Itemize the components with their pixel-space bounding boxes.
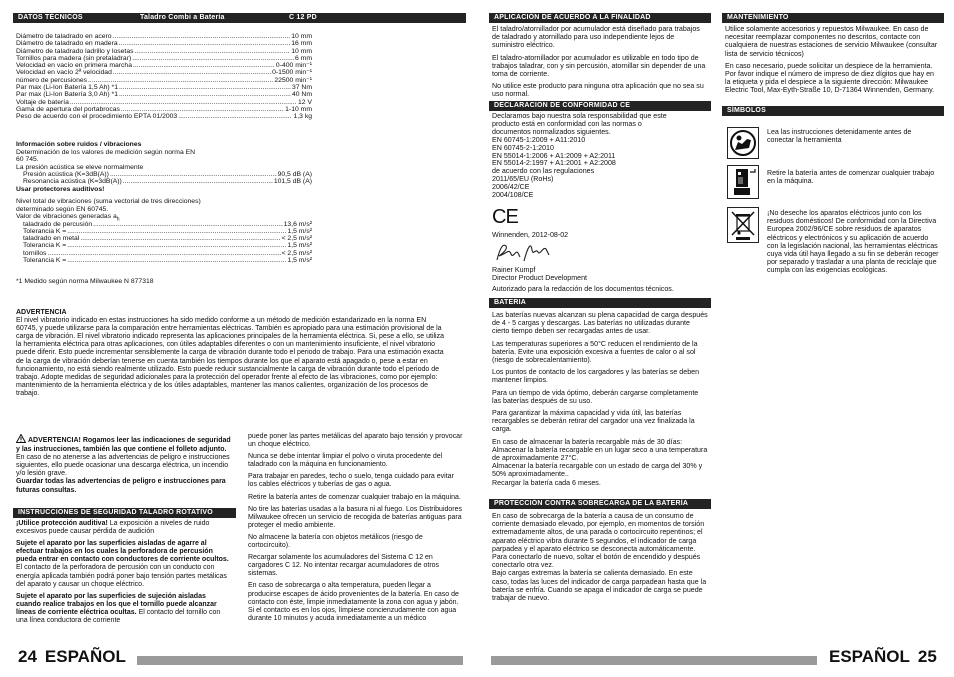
left-footer bbox=[18, 648, 126, 666]
warning-block bbox=[16, 434, 232, 495]
vibration-line3-sub: h bbox=[116, 216, 120, 223]
paragraph: Retire la batería antes de comenzar cualquier trabajo en la máquina. bbox=[248, 493, 461, 501]
safety-paragraph bbox=[16, 593, 232, 625]
conformity-line: documentos normalizados siguientes. bbox=[492, 127, 611, 136]
noise-title: Información sobre ruidos / vibraciones bbox=[16, 141, 142, 148]
safety-bold: ¡Utilice protección auditiva! bbox=[16, 520, 108, 527]
spec-label: Voltaje de batería bbox=[16, 98, 69, 106]
spec-label: Par max (Li-Ion Batería 1,5 Ah) *1 bbox=[16, 84, 119, 92]
signer-title: Director Product Development bbox=[492, 274, 588, 282]
paragraph: El taladro/atornillador por acumulador está diseñado para trabajos de taladrado y atornillado para uso independiente lejos de suministro eléctrico. bbox=[492, 25, 700, 50]
conformity-line: EN 55014-1:2006 + A1:2009 + A2:2011 bbox=[492, 151, 616, 160]
noise-line1: Determinación de los valores de medición según norma EN bbox=[16, 148, 196, 156]
paragraph: En caso necesario, puede solicitar un despiece de la herramienta. Por favor indique el número de impreso de diez dígitos que hay en la etiqueta y pida el despiece a la siguiente dirección: Milwaukee Electric Tool, Max-Eyth-Straße 10, D-71364 Winnenden, Germany. bbox=[725, 61, 935, 95]
paragraph: puede poner las partes metálicas del aparato bajo tensión y provocar un choque eléctrico. bbox=[248, 433, 463, 449]
header-model: C 12 PD bbox=[289, 14, 317, 21]
safety-column bbox=[16, 520, 232, 629]
header-product: Taladro Combi a Batería bbox=[140, 14, 225, 21]
paragraph: Las baterías nuevas alcanzan su plena capacidad de carga después de 4 - 5 cargas y descargas. Las baterías no utilizadas durante cierto tiempo deben ser recargadas antes de usar. bbox=[492, 311, 708, 336]
spec-row bbox=[16, 84, 312, 91]
safety-paragraph bbox=[16, 520, 232, 536]
advertencia-title: ADVERTENCIA bbox=[16, 309, 67, 316]
place-date: Winnenden, 2012-08-02 bbox=[492, 231, 569, 239]
spec-row bbox=[16, 106, 312, 113]
spec-label: número de percusiones bbox=[16, 76, 88, 84]
safety-text: El contacto de la perforadora de percusión con un conducto con energía aplicada también podrá poner bajo tensión partes metálicas del aparato y causar un choque eléctrico. bbox=[16, 564, 227, 588]
leader-dots bbox=[135, 48, 291, 55]
conformidad-header: DECLARACION DE CONFORMIDAD CE bbox=[489, 101, 711, 111]
spec-label: Resonancia acústica (K=3dB(A)) bbox=[23, 178, 122, 186]
spec-value: 101,5 dB (A) bbox=[273, 178, 312, 186]
spec-value: 37 Nm bbox=[291, 84, 312, 92]
crossed-bin-icon bbox=[727, 207, 759, 243]
bateria-header: BATERIA bbox=[489, 298, 711, 308]
spec-value: 0-400 min⁻¹ bbox=[275, 62, 312, 70]
leader-dots bbox=[67, 242, 286, 249]
spec-row bbox=[16, 235, 312, 242]
spec-label: Velocidad en vacío en primera marcha bbox=[16, 62, 132, 70]
leader-dots bbox=[93, 221, 283, 228]
paragraph: Utilice solamente accesorios y repuestos Milwaukee. En caso de necesitar reemplazar componentes no descritos, contacte con cualquiera de nuestras estaciones de servicio Milwaukee (consultar lista de servicio técnicos) bbox=[725, 25, 938, 58]
leader-dots bbox=[113, 69, 271, 76]
conformity-line: producto está en conformidad con las normas o bbox=[492, 119, 642, 128]
leader-dots bbox=[121, 106, 284, 113]
signature-image bbox=[494, 240, 552, 266]
page-number-right: 25 bbox=[917, 647, 937, 666]
spec-row bbox=[16, 171, 312, 178]
noise-line3: La presión acústica se eleve normalmente bbox=[16, 163, 144, 171]
spec-row bbox=[16, 69, 312, 76]
conformity-line: de acuerdo con las regulaciones bbox=[492, 167, 595, 176]
vibration-line1: Nivel total de vibraciones (suma vectorial de tres direcciones) bbox=[16, 198, 201, 205]
spec-value: < 2,5 m/s² bbox=[281, 249, 312, 257]
spec-label: Tolerancia K = bbox=[23, 227, 67, 235]
page-number-left: 24 bbox=[18, 647, 37, 666]
paragraph: Para garantizar la máxima capacidad y vida útil, las baterías recargables se deberán retirar del cargador una vez finalizada la carga. bbox=[492, 409, 695, 434]
authorized-text: Autorizado para la redacción de los documentos técnicos. bbox=[492, 285, 674, 293]
spec-row bbox=[16, 99, 312, 106]
leader-dots bbox=[88, 77, 273, 84]
spec-label: Peso de acuerdo con el procedimiento EPTA 01/2003 bbox=[16, 113, 178, 121]
leader-dots bbox=[113, 33, 291, 40]
paragraph: Nunca se debe intentar limpiar el polvo o viruta procedente del taladrado con la máquina en funcionamiento. bbox=[248, 453, 443, 469]
paragraph: En caso de almacenar la batería recargable más de 30 días: Almacenar la batería recargable en un lugar seco a una temperatura de aproximadamente 27°C. Almacenar la batería recargable con un estado de carga del 30% y 50% aproximadamente.. Recargar la batería cada 6 meses. bbox=[492, 437, 708, 487]
leader-dots bbox=[119, 84, 291, 91]
spec-label: Diámetro de taladrado en acero bbox=[16, 33, 112, 40]
spec-row bbox=[16, 91, 312, 98]
spec-value: 13,6 m/s² bbox=[283, 220, 312, 228]
spec-label: Velocidad en vacío 2ª velocidad bbox=[16, 69, 112, 77]
leader-dots bbox=[70, 99, 297, 106]
spec-value: 1-10 mm bbox=[285, 105, 312, 113]
noise-line2: 60 745. bbox=[16, 156, 39, 163]
simbolo-text-2: Retire la batería antes de comenzar cualquier trabajo en la máquina. bbox=[767, 169, 935, 186]
noise-rows bbox=[16, 171, 312, 186]
spec-row bbox=[16, 250, 312, 257]
paragraph: En caso de sobrecarga o alta temperatura, pueden llegar a producirse escapes de ácido provenientes de la batería. En caso de contacto con éste, limpie inmediatamente la zona con agua y jabón. Si el contacto es en los ojos, límpiese concienzudamente con agua durante 10 minutos y acuda inmediatamente a un médico bbox=[248, 582, 459, 622]
spec-label: Tornillos para madera (sin pretaladrar) bbox=[16, 54, 132, 62]
warning-bold: ADVERTENCIA! Rogamos leer las indicaciones de seguridad y las instrucciones, también las que contiene el folleto adjunto. bbox=[16, 437, 231, 454]
safety-paragraph bbox=[16, 540, 232, 589]
spec-label: taladrado en metal bbox=[23, 235, 80, 243]
aplicacion-text bbox=[492, 25, 708, 103]
spec-value: 10 mm bbox=[291, 47, 312, 55]
proteccion-text bbox=[492, 512, 708, 606]
read-manual-icon bbox=[727, 127, 759, 159]
spec-label: Tolerancia K = bbox=[23, 256, 67, 264]
spec-value: 1,5 m/s² bbox=[287, 227, 312, 235]
safety-bold: Sujete el aparato por las superficies de sujeción aisladas cuando realice trabajos en los que el tornillo puede alcanzar líneas de corriente eléctrica ocultas. bbox=[16, 592, 217, 616]
leader-dots bbox=[80, 235, 280, 242]
spec-value: 16 mm bbox=[291, 40, 312, 48]
spec-value: < 2,5 m/s² bbox=[281, 235, 312, 243]
right-footer bbox=[829, 648, 937, 666]
simbolo-text-1: Lea las instrucciones detenidamente antes de conectar la herramienta bbox=[767, 128, 912, 145]
signer-name: Rainer Kumpf bbox=[492, 266, 536, 274]
aplicacion-header: APLICACIÓN DE ACUERDO A LA FINALIDAD bbox=[489, 13, 711, 23]
simbolo-text-3: ¡No deseche los aparatos eléctricos junto con los residuos domésticos! De conformidad con la Directiva Europea 2002/96/CE sobre residuos de aparatos eléctricos y electrónicos y su aplicación de acuerdo con la legislación nacional, las herramientas eléctricas cuya vida útil haya llegado a su fin se deberán recoger por separado y trasladar a una planta de reciclaje que cumpla con las exigencias ecológicas. bbox=[767, 209, 939, 275]
spec-value: 40 Nm bbox=[291, 91, 312, 99]
spec-value: 90,5 dB (A) bbox=[277, 171, 312, 178]
mantenimiento-header: MANTENIMIENTO bbox=[722, 13, 944, 23]
leader-dots bbox=[133, 62, 275, 69]
conformity-line: EN 55014-2:1997 + A1:2001 + A2:2008 bbox=[492, 159, 616, 168]
vibration-section bbox=[16, 198, 312, 264]
spec-row bbox=[16, 48, 312, 55]
spec-label: taladrado de percusión bbox=[23, 220, 93, 228]
spec-row bbox=[16, 55, 312, 62]
conformity-line: EN 60745-1:2009 + A11:2010 bbox=[492, 135, 586, 144]
paragraph: No almacene la batería con objetos metálicos (riesgo de cortocircuito). bbox=[248, 533, 423, 550]
safety-bold: Sujete el aparato por las superficies aisladas de agarre al efectuar trabajos en los cuales la perforadora de percusión pueda entrar en contacto con conductores de corriente ocultos. bbox=[16, 540, 229, 564]
leader-dots bbox=[119, 40, 291, 47]
simbolos-header: SÍMBOLOS bbox=[722, 106, 944, 116]
proteccion-header: PROTECCIÓN CONTRA SOBRECARGA DE LA BATERÍA bbox=[489, 499, 711, 509]
spec-row bbox=[16, 77, 312, 84]
paragraph: Las temperaturas superiores a 50°C reducen el rendimiento de la batería. Evite una exposición excesiva a fuentes de calor o al sol (riesgo de sobrecalentamiento). bbox=[492, 339, 698, 365]
vibration-line3 bbox=[16, 213, 312, 221]
spec-value: 1,3 kg bbox=[293, 113, 312, 121]
spec-value: 6 mm bbox=[295, 54, 312, 62]
leader-dots bbox=[178, 113, 292, 120]
spec-value: 22500 min⁻¹ bbox=[274, 76, 312, 84]
conformity-line: 2004/108/CE bbox=[492, 191, 534, 200]
left-footer-bar bbox=[137, 656, 463, 665]
paragraph: Los puntos de contacto de los cargadores y las baterías se deben mantener limpios. bbox=[492, 368, 700, 385]
spec-value: 1,5 m/s² bbox=[287, 242, 312, 250]
spec-row bbox=[16, 113, 312, 120]
conformity-line: 2011/65/EU (RoHs) bbox=[492, 175, 554, 184]
warning-triangle-icon bbox=[16, 434, 26, 446]
paragraph: Para un tiempo de vida óptimo, deberán cargarse completamente las baterías después de su uso. bbox=[492, 388, 699, 405]
paragraph: En caso de sobrecarga de la batería a causa de un consumo de corriente demasiado elevado, por ejemplo, en momentos de torsión extremadamente altos, de una parada o cortocircuito repentinos; el aparato eléctrico vibra durante 5 segundos, el indicador de carga parpadea y el aparato eléctrico se desconecta automáticamente. Para conectarlo de nuevo, soltar el botón de encendido y después conectarlo otra vez. Bajo cargas extremas la batería se calienta demasiado. En este caso, todas las luces del indicador de carga parpadean hasta que la batería se enfría. Cuando se apaga el indicador de carga se puede trabajar de nuevo. bbox=[492, 512, 707, 603]
paragraph: Recargar solamente los acumuladores del Sistema C 12 en cargadores C 12. No intentar recargar acumuladores de otros sistemas. bbox=[248, 554, 440, 578]
footnote: *1 Medido según norma Milwaukee N 877318 bbox=[16, 278, 154, 285]
spec-label: Par max (Li-Ion Batería 3,0 Ah) *1 bbox=[16, 91, 119, 99]
paragraph: Para trabajar en paredes, techo o suelo, tenga cuidado para evitar los cables eléctricos y tuberías de gas o agua. bbox=[248, 473, 454, 489]
conformity-line: 2006/42/CE bbox=[492, 183, 530, 192]
spec-row bbox=[16, 33, 312, 40]
header-section: DATOS TÉCNICOS bbox=[18, 14, 83, 21]
paragraph: No tire las baterías usadas a la basura ni al fuego. Los Distribuidores Milwaukee ofrecen un servicio de recogida de baterías antiguas para proteger el medio ambiente. bbox=[248, 505, 463, 529]
language-right: ESPAÑOL bbox=[829, 647, 910, 666]
safety-text: El contacto del tornillo con una línea conductora de corriente bbox=[16, 608, 221, 625]
safety-column-2 bbox=[248, 433, 463, 627]
safety-text: La exposición a niveles de ruido excesivos puede causar pérdida de audición bbox=[16, 520, 210, 536]
spec-value: 10 mm bbox=[291, 33, 312, 40]
warning-rest: En caso de no atenerse a las advertencias de peligro e instrucciones siguientes, ello puede ocasionar una descarga eléctrica, un incendio y/o lesión grave. bbox=[16, 454, 230, 478]
spec-label: Gama de apertura del portabrocas bbox=[16, 105, 120, 113]
noise-protectors: Usar protectores auditivos! bbox=[16, 185, 105, 193]
conformity-line: EN 60745-2-1:2010 bbox=[492, 143, 554, 152]
spec-label: Diámetro de taladrado ladrillo y losetas bbox=[16, 47, 134, 55]
conformidad-text bbox=[492, 113, 708, 200]
mantenimiento-text bbox=[725, 25, 941, 99]
spec-row bbox=[16, 178, 312, 185]
spec-row bbox=[16, 228, 312, 235]
vibration-line2: determinado según EN 60745. bbox=[16, 205, 109, 213]
paragraph: No utilice este producto para ninguna otra aplicación que no sea su uso normal. bbox=[492, 82, 704, 99]
leader-dots bbox=[132, 55, 294, 62]
right-footer-bar bbox=[491, 656, 817, 665]
vibration-rows bbox=[16, 221, 312, 265]
leader-dots bbox=[110, 171, 277, 178]
spec-label: Presión acústica (K=3dB(A)) bbox=[23, 171, 109, 178]
spec-label: tornillos bbox=[23, 249, 47, 257]
vibration-line3-text: Valor de vibraciones generadas a bbox=[16, 213, 117, 220]
leader-dots bbox=[119, 91, 291, 98]
spec-label: Diámetro de taladrado en madera bbox=[16, 40, 118, 48]
ce-mark: CE bbox=[492, 206, 518, 228]
paragraph: El taladro-atornillador por acumulador es utilizable en todo tipo de trabajos taladrar, con y sin percusión, atornillar sin depender de una toma de corriente. bbox=[492, 53, 706, 79]
advertencia-text: El nivel vibratorio indicado en estas instrucciones ha sido medido conforme a un método de medición estandarizado en la norma EN 60745, y puede utilizarse para la comparación entre herramientas eléctricas. También es apropiado para una estimación provisional de la carga de vibración. El nivel vibratorio indicado representa las aplicaciones principales de la herramienta eléctrica. Si, pese a ello, se utiliza la herramienta eléctrica para otras aplicaciones, con útiles adaptables diferentes o con un mantenimiento insuficiente, el nivel vibratorio puede diferir. Esto puede incrementar sensiblemente la carga de vibración durante todo el periodo de trabajo. Para una estimación exacta de la carga de vibración deberían tenerse en cuenta también los tiempos durante los que el aparato está apagado o, pese a estar en funcionamiento, no está siendo realmente utilizado. Esto puede reducir sustancialmente la carga de vibración durante todo el periodo de trabajo. Adopte medidas de seguridad adicionales para la protección del operador frente al efecto de las vibraciones, como por ejemplo: mantenimiento de la herramienta eléctrica y de los útiles adaptables, mantener las manos calientes, organización de los procesos de trabajo. bbox=[16, 317, 445, 397]
bateria-text bbox=[492, 311, 708, 491]
spec-value: 1,5 m/s² bbox=[287, 256, 312, 264]
spec-value: 0-1500 min⁻¹ bbox=[272, 69, 312, 77]
technical-data-header bbox=[13, 13, 466, 23]
leader-dots bbox=[47, 250, 280, 257]
spec-row bbox=[16, 221, 312, 228]
language-left: ESPAÑOL bbox=[44, 647, 126, 666]
remove-battery-icon bbox=[727, 165, 759, 199]
spec-label: Tolerancia K = bbox=[23, 242, 67, 250]
leader-dots bbox=[67, 257, 286, 264]
spec-row bbox=[16, 257, 312, 264]
spec-value: 12 V bbox=[298, 98, 312, 106]
spec-table bbox=[16, 33, 312, 121]
spec-row bbox=[16, 62, 312, 69]
advertencia-block bbox=[16, 309, 448, 398]
warning-keep: Guardar todas las advertencias de peligro e instrucciones para futuras consultas. bbox=[16, 478, 226, 494]
spec-row bbox=[16, 242, 312, 249]
conformity-line: Declaramos bajo nuestra sola responsabilidad que este bbox=[492, 112, 667, 120]
leader-dots bbox=[67, 228, 286, 235]
noise-section bbox=[16, 141, 312, 193]
leader-dots bbox=[123, 178, 273, 185]
safety-header: INSTRUCCIONES DE SEGURIDAD TALADRO ROTATIVO bbox=[13, 508, 236, 518]
spec-row bbox=[16, 40, 312, 47]
